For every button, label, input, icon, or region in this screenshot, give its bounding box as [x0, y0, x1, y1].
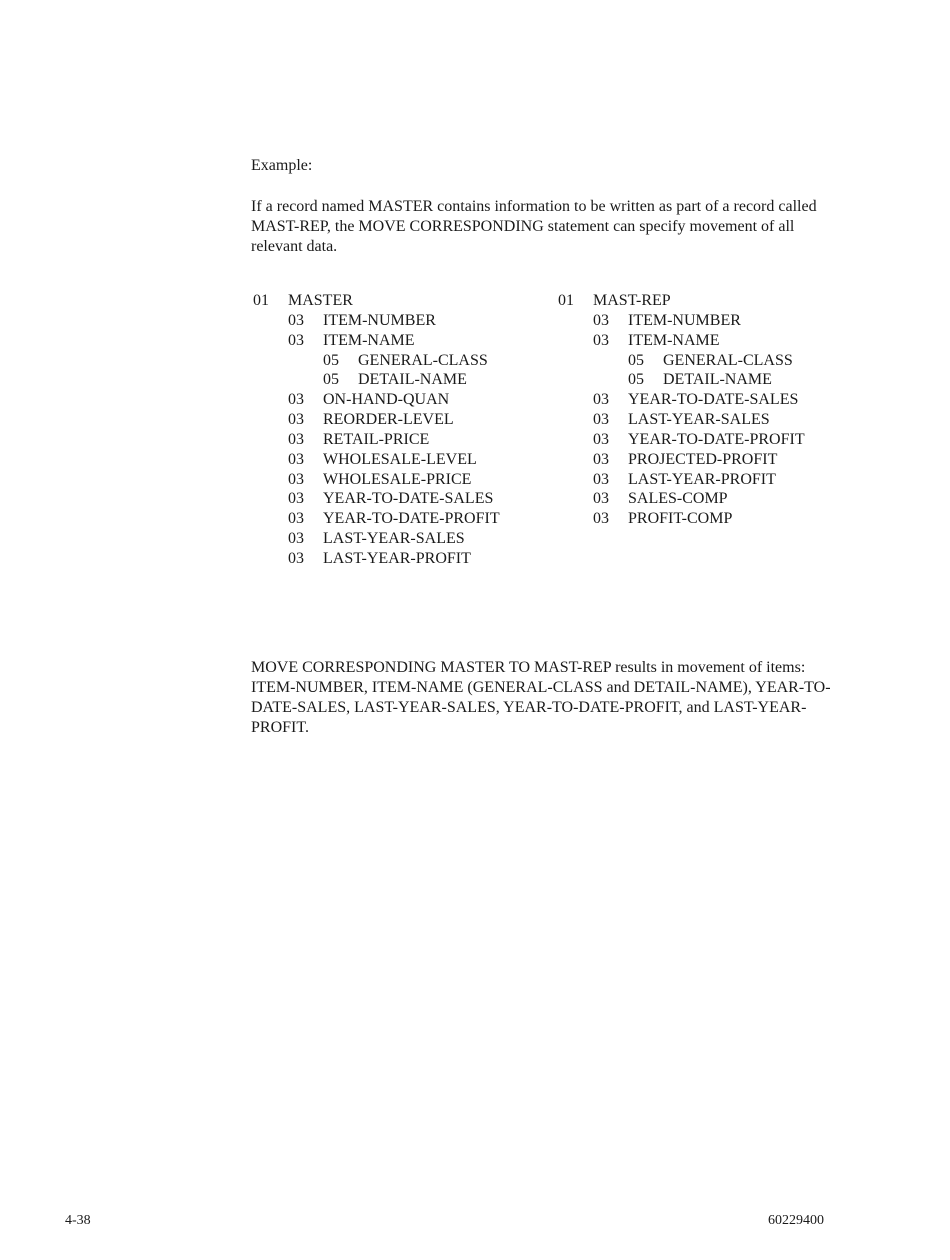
field-name: LAST-YEAR-SALES [628, 411, 770, 429]
level-number: 03 [288, 510, 304, 528]
record-entry [558, 331, 858, 351]
record-entry [253, 331, 543, 351]
field-name: PROFIT-COMP [628, 510, 733, 528]
field-name: ON-HAND-QUAN [323, 391, 450, 409]
example-heading: Example: [251, 157, 313, 174]
record-entry [558, 489, 858, 509]
level-number: 03 [593, 430, 609, 448]
level-number: 03 [593, 331, 609, 349]
record-entry [558, 351, 858, 371]
record-entry [558, 390, 858, 410]
level-number: 03 [288, 450, 304, 468]
record-entry [253, 390, 543, 410]
level-number: 05 [628, 371, 644, 389]
record-entry [558, 291, 858, 311]
record-entry [558, 509, 858, 529]
field-name: ITEM-NAME [323, 331, 415, 349]
level-number: 01 [253, 292, 269, 309]
record-entry [558, 470, 858, 490]
level-number: 03 [288, 430, 304, 448]
field-name: PROJECTED-PROFIT [628, 450, 778, 468]
record-entry [558, 370, 858, 390]
field-name: LAST-YEAR-PROFIT [323, 549, 471, 567]
master-record-listing [253, 291, 543, 569]
field-name: DETAIL-NAME [358, 371, 467, 389]
record-entry [253, 351, 543, 371]
record-entry [253, 489, 543, 509]
level-number: 01 [558, 292, 574, 309]
record-entry [558, 430, 858, 450]
record-entry [558, 410, 858, 430]
level-number: 03 [288, 311, 304, 329]
record-entry [253, 370, 543, 390]
record-entry [253, 410, 543, 430]
level-number: 03 [593, 311, 609, 329]
field-name: LAST-YEAR-SALES [323, 530, 465, 548]
field-name: WHOLESALE-PRICE [323, 470, 472, 488]
level-number: 03 [288, 549, 304, 567]
record-entry [253, 549, 543, 569]
field-name: ITEM-NAME [628, 331, 720, 349]
level-number: 03 [288, 490, 304, 508]
mast-rep-record-listing [558, 291, 858, 529]
field-name: ITEM-NUMBER [323, 311, 436, 329]
level-number: 03 [593, 490, 609, 508]
intro-paragraph: If a record named MASTER contains information to be written as part of a record called MAST-REP, the MOVE CORRESPONDING statement can specify movement of all relevant data. [251, 198, 817, 255]
record-entry [558, 450, 858, 470]
page-number: 4-38 [65, 1213, 91, 1228]
field-name: YEAR-TO-DATE-PROFIT [323, 510, 500, 528]
level-number: 03 [288, 470, 304, 488]
level-number: 03 [593, 470, 609, 488]
field-name: MASTER [288, 292, 353, 309]
field-name: SALES-COMP [628, 490, 728, 508]
record-entry [253, 291, 543, 311]
field-name: LAST-YEAR-PROFIT [628, 470, 776, 488]
document-number: 60229400 [768, 1213, 824, 1228]
field-name: ITEM-NUMBER [628, 311, 741, 329]
record-entry [253, 529, 543, 549]
field-name: YEAR-TO-DATE-SALES [323, 490, 494, 508]
level-number: 03 [593, 450, 609, 468]
summary-paragraph: MOVE CORRESPONDING MASTER TO MAST-REP results in movement of items: ITEM-NUMBER, ITEM-NAME (GENERAL-CLASS and DETAIL-NAME), YEAR-TO-DATE-SALES, LAST-YEAR-SALES, YEAR-TO-DATE-PROFIT, and LAST-YEAR-PROFIT. [251, 659, 831, 736]
level-number: 03 [288, 391, 304, 409]
level-number: 03 [288, 411, 304, 429]
record-entry [253, 509, 543, 529]
level-number: 05 [323, 351, 339, 369]
level-number: 03 [593, 391, 609, 409]
level-number: 03 [593, 411, 609, 429]
field-name: DETAIL-NAME [663, 371, 772, 389]
level-number: 05 [323, 371, 339, 389]
field-name: YEAR-TO-DATE-SALES [628, 391, 799, 409]
field-name: WHOLESALE-LEVEL [323, 450, 477, 468]
level-number: 03 [288, 530, 304, 548]
field-name: REORDER-LEVEL [323, 411, 454, 429]
field-name: GENERAL-CLASS [663, 351, 793, 369]
record-entry [253, 470, 543, 490]
field-name: MAST-REP [593, 292, 671, 309]
level-number: 03 [593, 510, 609, 528]
record-entry [253, 311, 543, 331]
field-name: RETAIL-PRICE [323, 430, 430, 448]
field-name: YEAR-TO-DATE-PROFIT [628, 430, 805, 448]
record-entry [253, 430, 543, 450]
record-entry [253, 450, 543, 470]
field-name: GENERAL-CLASS [358, 351, 488, 369]
level-number: 03 [288, 331, 304, 349]
record-entry [558, 311, 858, 331]
level-number: 05 [628, 351, 644, 369]
